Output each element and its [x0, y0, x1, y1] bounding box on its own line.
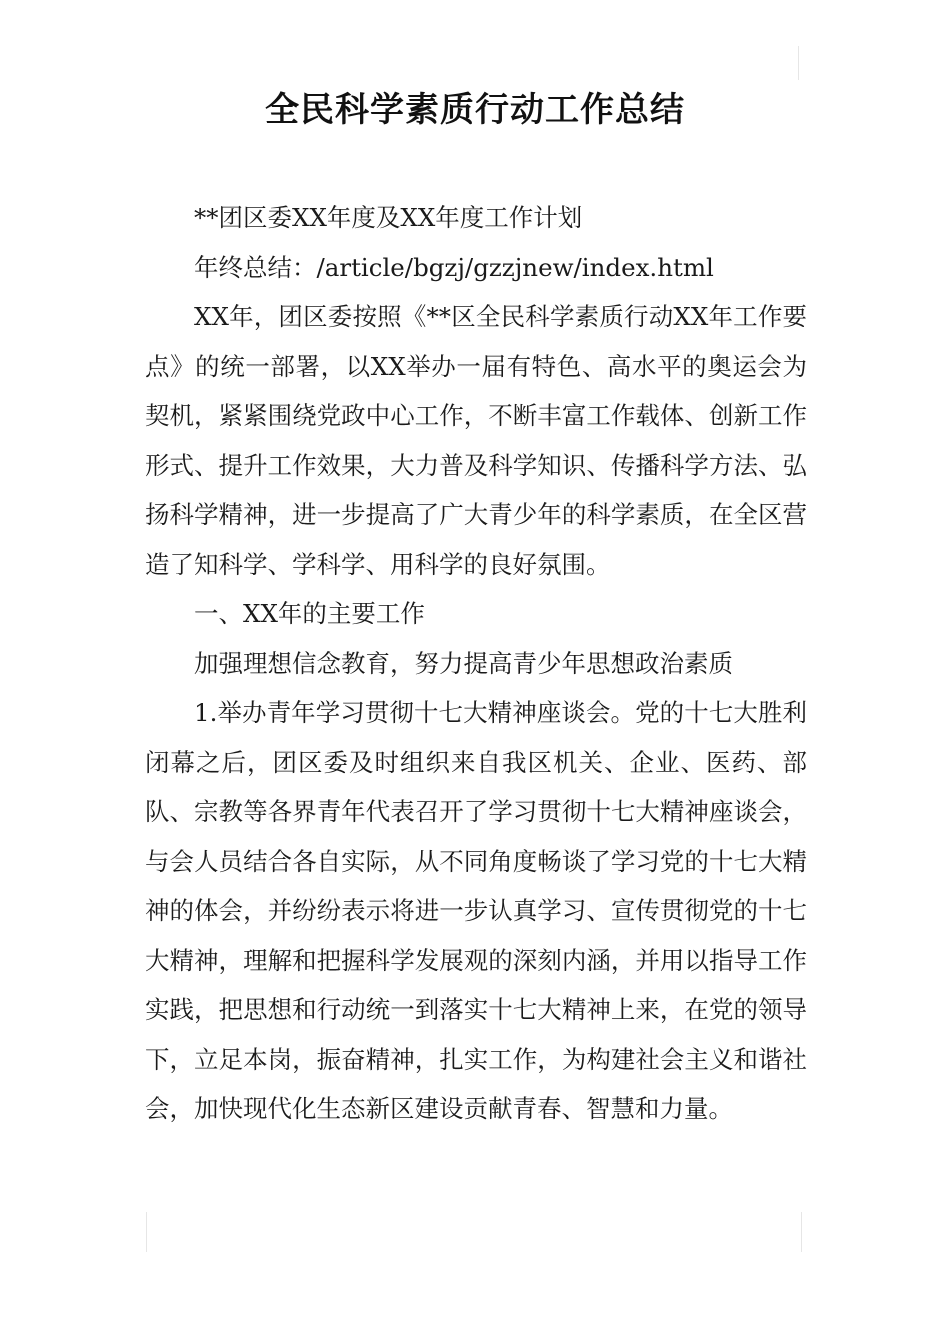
paragraph-summary-link: 年终总结：/article/bgzj/gzzjnew/index.html — [194, 252, 714, 282]
document-title: 全民科学素质行动工作总结 — [265, 90, 685, 130]
paragraph-plan-heading: **团区委XX年度及XX年度工作计划 — [194, 203, 583, 232]
page-corner-mark-bottom-right — [801, 1212, 802, 1252]
document-body — [145, 193, 807, 1134]
section-heading-main-work: 一、XX年的主要工作 — [194, 599, 425, 628]
paragraph-intro: XX年，团区委按照《**区全民科学素质行动XX年工作要点》的统一部署，以XX举办一届有特色、高水平的奥运会为契机，紧紧围绕党政中心工作，不断丰富工作载体、创新工作形式、提升工作效果，大力普及科学知识、传播科学方法、弘扬科学精神，进一步提高了广大青少年的科学素质，在全区营造了知科学、学科学、用科学的良好氛围。 — [145, 302, 807, 579]
subsection-heading-ideals: 加强理想信念教育，努力提高青少年思想政治素质 — [194, 648, 733, 678]
paragraph-item-1: 1.举办青年学习贯彻十七大精神座谈会。党的十七大胜利闭幕之后，团区委及时组织来自我区机关、企业、医药、部队、宗教等各界青年代表召开了学习贯彻十七大精神座谈会，与会人员结合各自实际，从不同角度畅谈了学习党的十七大精神的体会，并纷纷表示将进一步认真学习、宣传贯彻党的十七大精神，理解和把握科学发展观的深刻内涵，并用以指导工作实践，把思想和行动统一到落实十七大精神上来，在党的领导下，立足本岗，振奋精神，扎实工作，为构建社会主义和谐社会，加快现代化生态新区建设贡献青春、智慧和力量。 — [145, 698, 807, 1123]
page-corner-mark-bottom-left — [146, 1212, 147, 1252]
page-corner-mark-top-right — [798, 46, 799, 80]
